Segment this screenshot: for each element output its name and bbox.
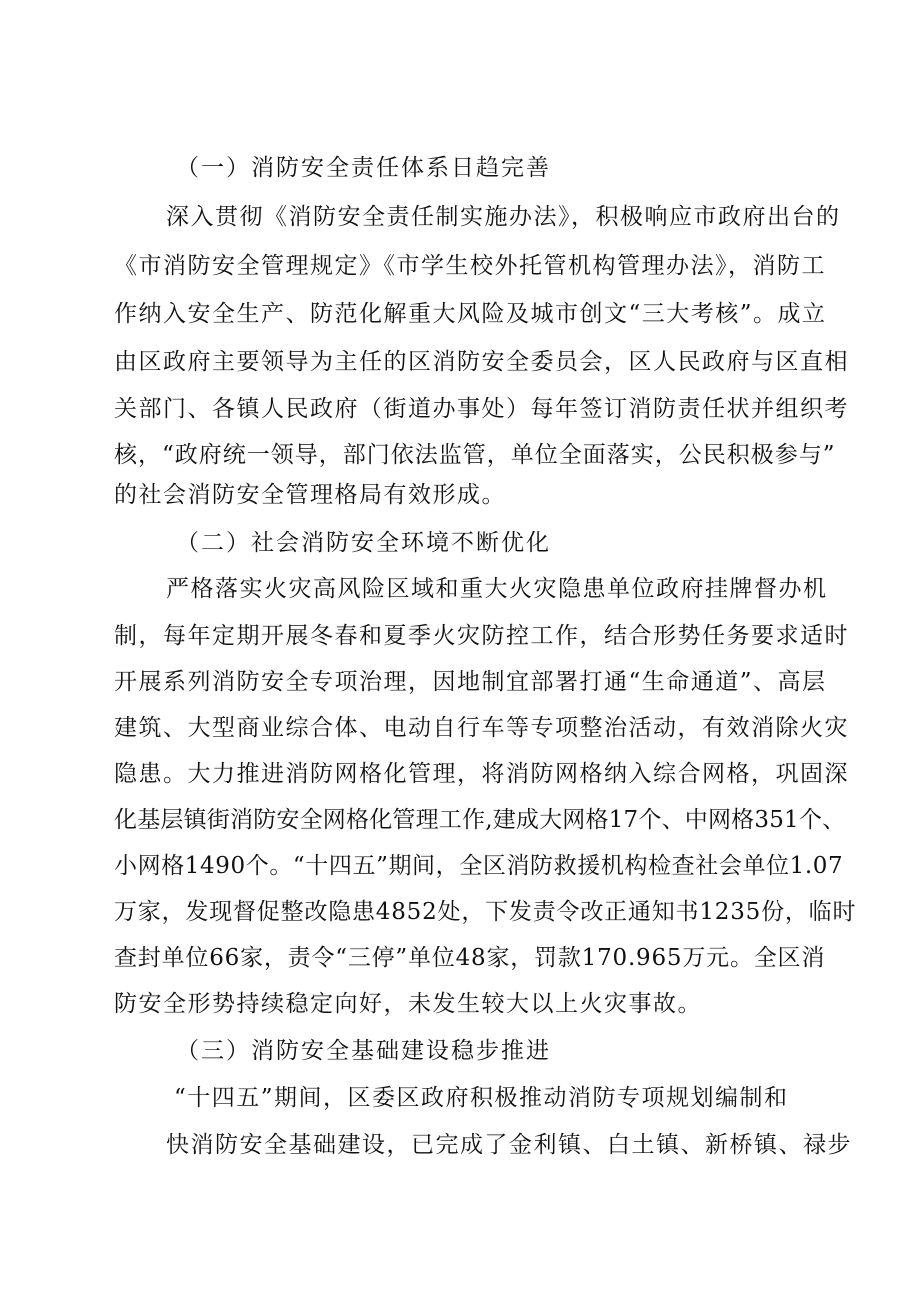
section-heading-3: （三）消防安全基础建设稳步推进 [176, 1038, 551, 1064]
paragraph-line: 化基层镇街消防安全网格化管理工作,建成大网格17个、中网格351个、 [114, 807, 846, 833]
paragraph-line: 深入贯彻《消防安全责任制实施办法》，积极响应市政府出台的 [166, 204, 841, 230]
paragraph-line: 制，每年定期开展冬春和夏季火灾防控工作，结合形势任务要求适时 [114, 623, 849, 649]
paragraph-line: 隐患。大力推进消防网格化管理，将消防网格纳入综合网格，巩固深 [114, 761, 849, 787]
paragraph-line: 作纳入安全生产、防范化解重大风险及城市创文“三大考核”。成立 [114, 301, 827, 327]
paragraph-line: 严格落实火灾高风险区域和重大火灾隐患单位政府挂牌督办机 [166, 576, 828, 602]
paragraph-line: 查封单位66家，责令“三停”单位48家，罚款170.965万元。全区消 [114, 945, 826, 971]
paragraph-line: 建筑、大型商业综合体、电动自行车等专项整治活动，有效消除火灾 [114, 715, 849, 741]
paragraph-line: 快消防安全基础建设，已完成了金利镇、白土镇、新桥镇、禄步 [166, 1132, 852, 1158]
paragraph-line: 万家，发现督促整改隐患4852处，下发责令改正通知书1235份，临时 [114, 899, 857, 925]
section-heading-1: （一）消防安全责任体系日趋完善 [176, 155, 551, 181]
paragraph-line: 的社会消防安全管理格局有效形成。 [114, 482, 506, 508]
paragraph-line: 防安全形势持续稳定向好，未发生较大以上火灾事故。 [114, 991, 702, 1017]
section-heading-2: （二）社会消防安全环境不断优化 [176, 530, 551, 556]
paragraph-line: “十四五”期间，区委区政府积极推动消防专项规划编制和 [174, 1085, 789, 1111]
paragraph-line: 由区政府主要领导为主任的区消防安全委员会，区人民政府与区直相 [114, 349, 849, 375]
paragraph-line: 《市消防安全管理规定》《市学生校外托管机构管理办法》，消防工 [114, 253, 826, 279]
paragraph-line: 开展系列消防安全专项治理，因地制宜部署打通“生命通道”、高层 [114, 669, 827, 695]
paragraph-line: 核，“政府统一领导，部门依法监管，单位全面落实，公民积极参与” [114, 442, 836, 468]
paragraph-line: 关部门、各镇人民政府（街道办事处）每年签订消防责任状并组织考 [114, 396, 849, 422]
paragraph-line: 小网格1490个。“十四五”期间，全区消防救援机构检查社会单位1.07 [114, 853, 844, 879]
